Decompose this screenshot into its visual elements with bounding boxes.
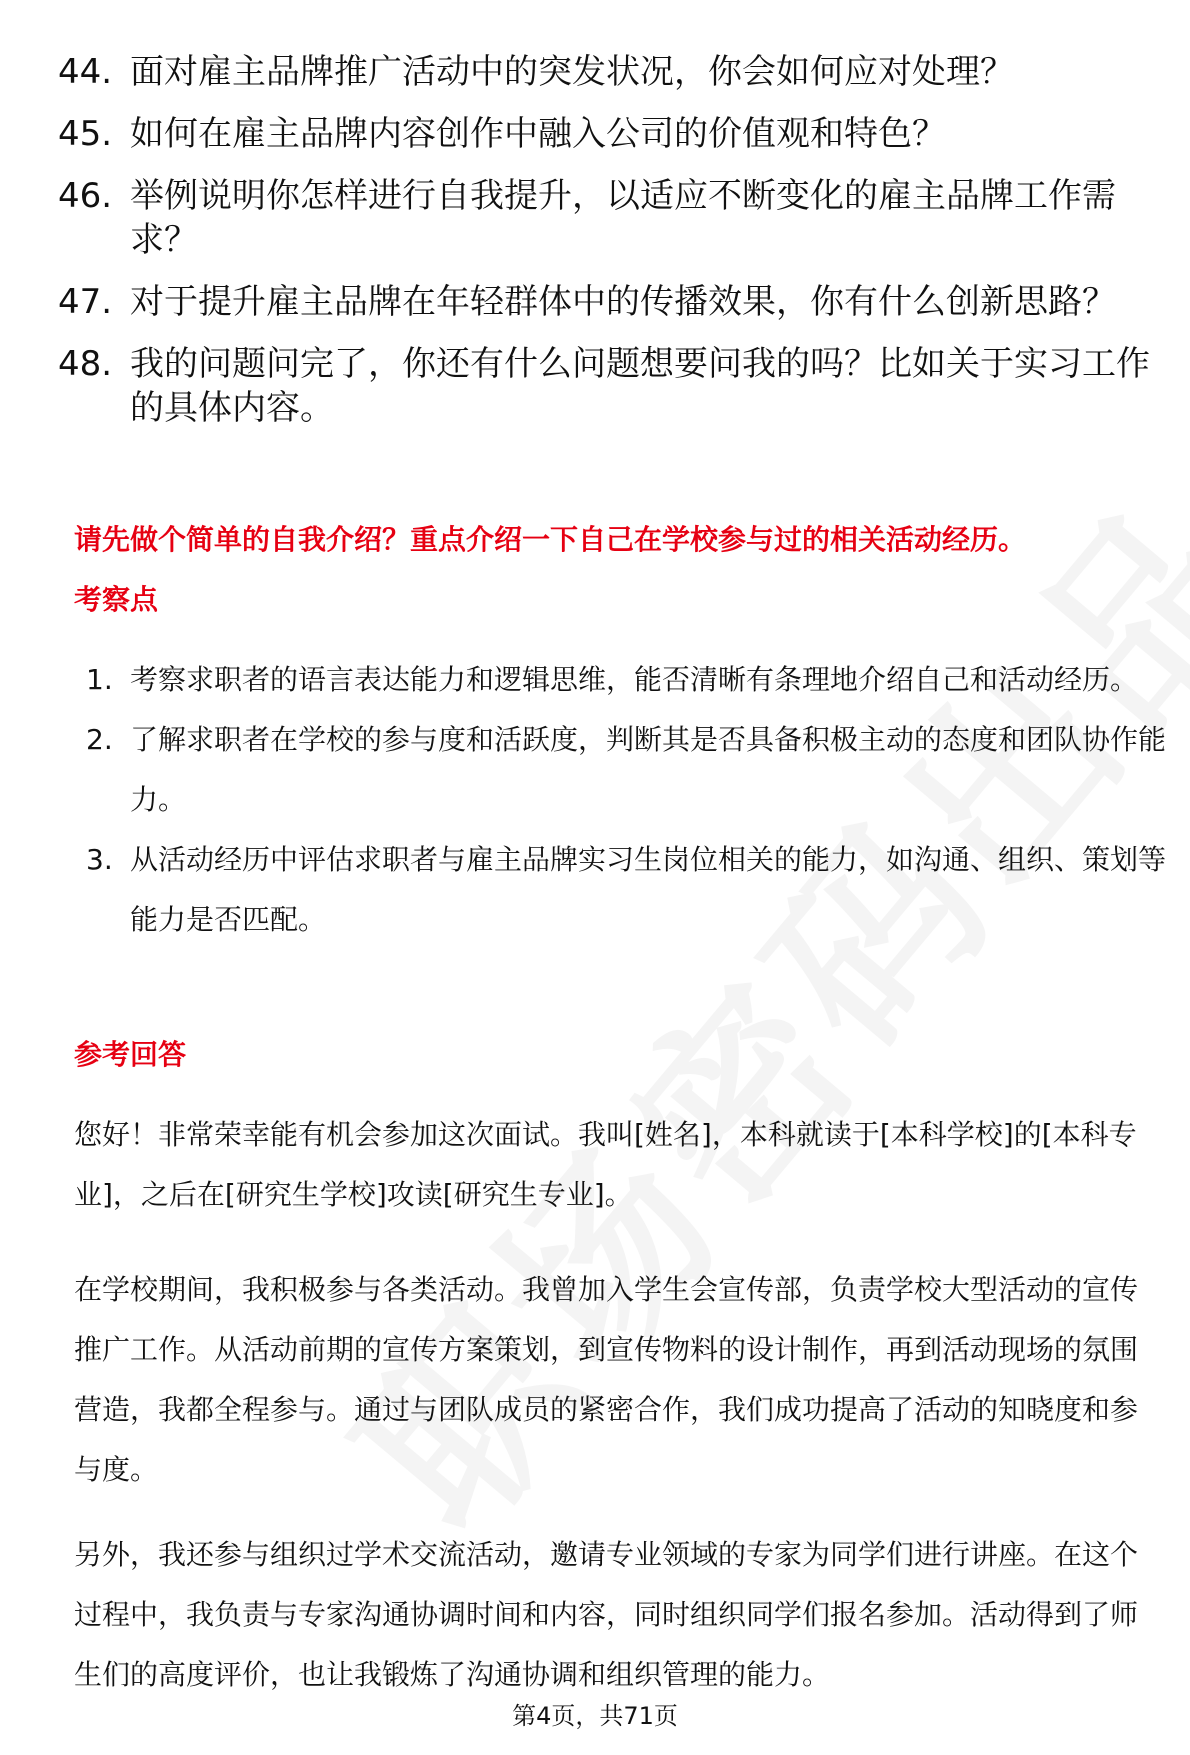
key-point-number: 2. — [86, 723, 113, 756]
main-question: 请先做个简单的自我介绍？重点介绍一下自己在学校参与过的相关活动经历。 — [74, 523, 1027, 556]
question-number: 48. — [58, 344, 113, 384]
key-point-item — [86, 710, 1166, 830]
question-item — [58, 112, 1158, 156]
question-item — [58, 50, 1158, 94]
answer-paragraph: 在学校期间，我积极参与各类活动。我曾加入学生会宣传部，负责学校大型活动的宣传推广工作。从活动前期的宣传方案策划，到宣传物料的设计制作，再到活动现场的氛围营造，我都全程参与。通过与团队成员的紧密合作，我们成功提高了活动的知晓度和参与度。 — [74, 1273, 1139, 1486]
question-text: 举例说明你怎样进行自我提升，以适应不断变化的雇主品牌工作需求？ — [130, 176, 1116, 260]
key-point-item — [86, 650, 1166, 710]
key-point-number: 3. — [86, 843, 113, 876]
answer-heading: 参考回答 — [74, 1038, 187, 1071]
page-footer: 第4页，共71页 — [512, 1702, 678, 1730]
key-point-text: 了解求职者在学校的参与度和活跃度，判断其是否具备积极主动的态度和团队协作能力。 — [130, 723, 1167, 816]
question-item — [58, 342, 1158, 430]
question-number: 46. — [58, 176, 113, 216]
key-points-list — [86, 650, 1166, 950]
answer-paragraph: 您好！非常荣幸能有机会参加这次面试。我叫[姓名]，本科就读于[本科学校]的[本科专业]，之后在[研究生学校]攻读[研究生专业]。 — [74, 1118, 1137, 1211]
key-point-text: 从活动经历中评估求职者与雇主品牌实习生岗位相关的能力，如沟通、组织、策划等能力是否匹配。 — [130, 843, 1167, 936]
question-item — [58, 280, 1158, 324]
question-text: 如何在雇主品牌内容创作中融入公司的价值观和特色？ — [130, 114, 946, 154]
question-number: 44. — [58, 52, 113, 92]
question-text: 面对雇主品牌推广活动中的突发状况，你会如何应对处理？ — [130, 52, 1014, 92]
answer-paragraph: 另外，我还参与组织过学术交流活动，邀请专业领域的专家为同学们进行讲座。在这个过程中，我负责与专家沟通协调时间和内容，同时组织同学们报名参加。活动得到了师生们的高度评价，也让我锻炼了沟通协调和组织管理的能力。 — [74, 1538, 1139, 1691]
question-text: 我的问题问完了，你还有什么问题想要问我的吗？比如关于实习工作的具体内容。 — [130, 344, 1150, 428]
question-number: 45. — [58, 114, 113, 154]
question-list — [58, 50, 1158, 448]
key-point-item — [86, 830, 1166, 950]
key-points-heading: 考察点 — [74, 583, 159, 616]
question-text: 对于提升雇主品牌在年轻群体中的传播效果，你有什么创新思路？ — [130, 282, 1116, 322]
question-item — [58, 174, 1158, 262]
key-point-number: 1. — [86, 663, 113, 696]
question-number: 47. — [58, 282, 113, 322]
key-point-text: 考察求职者的语言表达能力和逻辑思维，能否清晰有条理地介绍自己和活动经历。 — [130, 663, 1139, 696]
